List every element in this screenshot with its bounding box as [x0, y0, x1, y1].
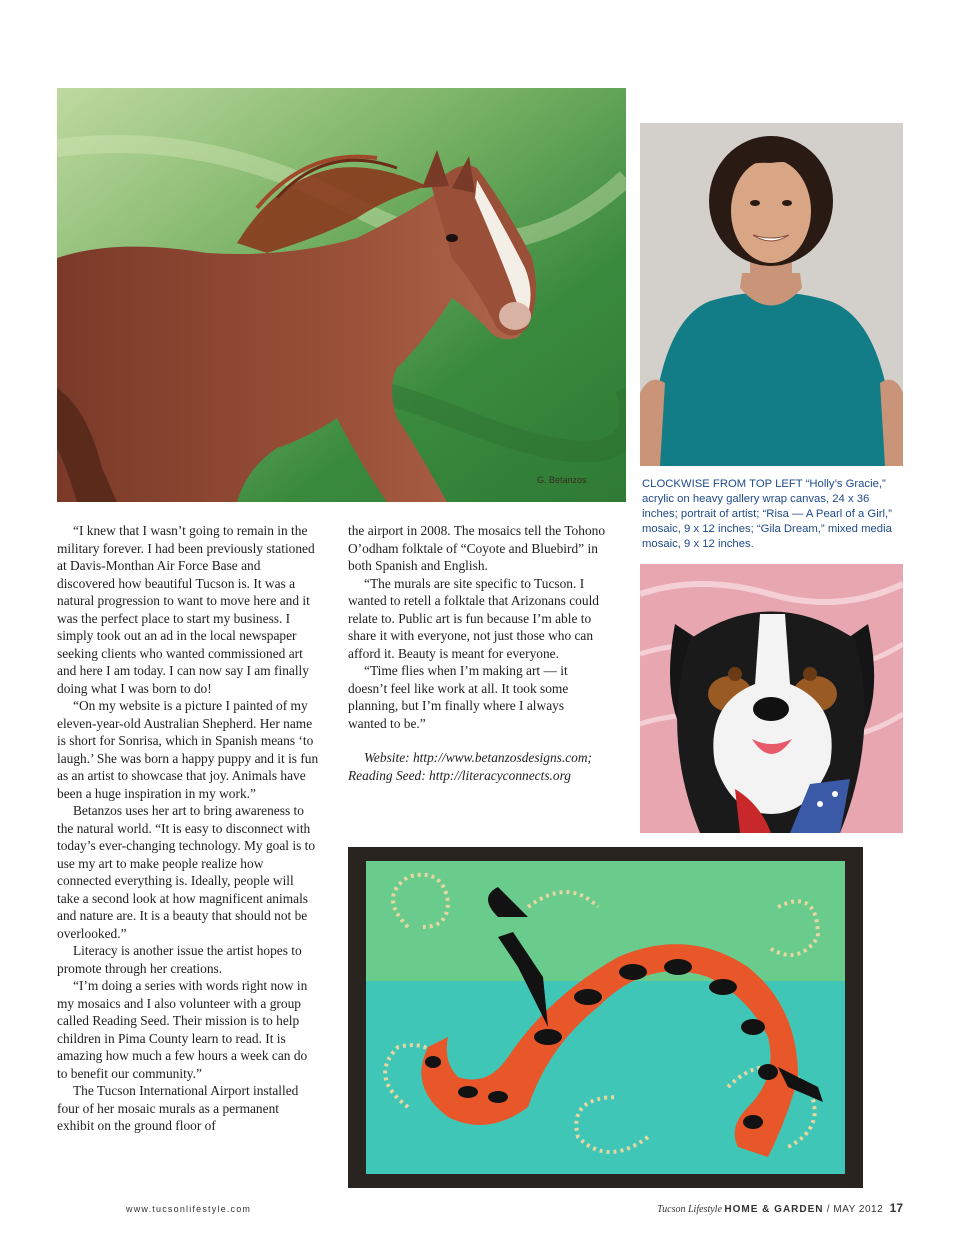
- article-paragraph: Betanzos uses her art to bring awareness to the natural world. “It is easy to disconnect with today’s ever-changing technology. My goal is to use my art to make people realize how connected everything is. Ideally, people will take a second look at how magnificent animals and nature are. It is a beauty that should not be overlooked.”: [57, 803, 316, 941]
- dog-mosaic: [640, 564, 903, 833]
- gila-monster-mosaic: [348, 847, 863, 1188]
- footer-url[interactable]: www.tucsonlifestyle.com: [126, 1204, 252, 1214]
- artist-portrait-photo: [640, 123, 903, 466]
- article-paragraph: the airport in 2008. The mosaics tell the Tohono O’odham folktale of “Coyote and Bluebird” in both Spanish and English.: [348, 523, 606, 573]
- article-column-1: [57, 522, 319, 1135]
- article-paragraph: “Time flies when I’m making art — it doesn’t feel like work at all. It took some planning, but I’m finally where I always wanted to be.”: [348, 663, 569, 731]
- article-paragraph: The Tucson International Airport installed four of her mosaic murals as a permanent exhibit on the ground floor of: [57, 1083, 299, 1133]
- page-number: 17: [889, 1201, 903, 1215]
- footer-section: HOME & GARDEN: [724, 1204, 824, 1215]
- article-paragraph: “On my website is a picture I painted of my eleven-year-old Australian Shepherd. Her name is short for Sonrisa, which in Spanish means ‘to laugh.’ She was born a happy puppy and it is fun as an artist to showcase that joy. Animals have been a huge inspiration in my work.”: [57, 698, 319, 801]
- photo-caption: [642, 477, 904, 552]
- article-paragraph: “The murals are site specific to Tucson. I wanted to retell a folktale that Arizonans could relate to. Public art is fun because I’m able to share it with everyone, not just those who can afford it. Beauty is meant for everyone.: [348, 575, 599, 661]
- website-links[interactable]: Website: http://www.betanzosdesigns.com; Reading Seed: http://literacyconnects.org: [348, 750, 592, 783]
- footer-date: MAY 2012: [833, 1204, 884, 1215]
- footer-magazine: Tucson Lifestyle: [657, 1204, 722, 1215]
- article-paragraph: “I’m doing a series with words right now in my mosaics and I also volunteer with a group called Reading Seed. Their mission is to help children in Pima County learn to read. It is amazing how much a few hours a week can do to benefit our community.”: [57, 978, 308, 1081]
- footer-folio: [657, 1201, 903, 1215]
- caption-text: “Holly’s Gracie,” acrylic on heavy gallery wrap canvas, 24 x 36 inches; portrait of artist; “Risa — A Pearl of a Girl,” mosaic, 9 x 12 inches; “Gila Dream,” mixed media mosaic, 9 x 12 inches.: [642, 478, 892, 550]
- caption-lead: CLOCKWISE FROM TOP LEFT: [642, 478, 803, 490]
- svg-text:G. Betanzos: G. Betanzos: [537, 475, 587, 485]
- footer-separator: /: [823, 1204, 834, 1215]
- article-paragraph: Literacy is another issue the artist hopes to promote through her creations.: [57, 943, 302, 976]
- horse-painting: [57, 88, 626, 502]
- article-column-2: [348, 522, 606, 784]
- article-paragraph: “I knew that I wasn’t going to remain in the military forever. I had been previously stationed at Davis-Monthan Air Force Base and discovered how beautiful Tucson is. It was a natural progression to want to move here and it was the perfect place to start my business. I simply took out an ad in the local newspaper seeking clients who wanted commissioned art and here I am today. I can now say I am finally doing what I was born to do!: [57, 523, 315, 696]
